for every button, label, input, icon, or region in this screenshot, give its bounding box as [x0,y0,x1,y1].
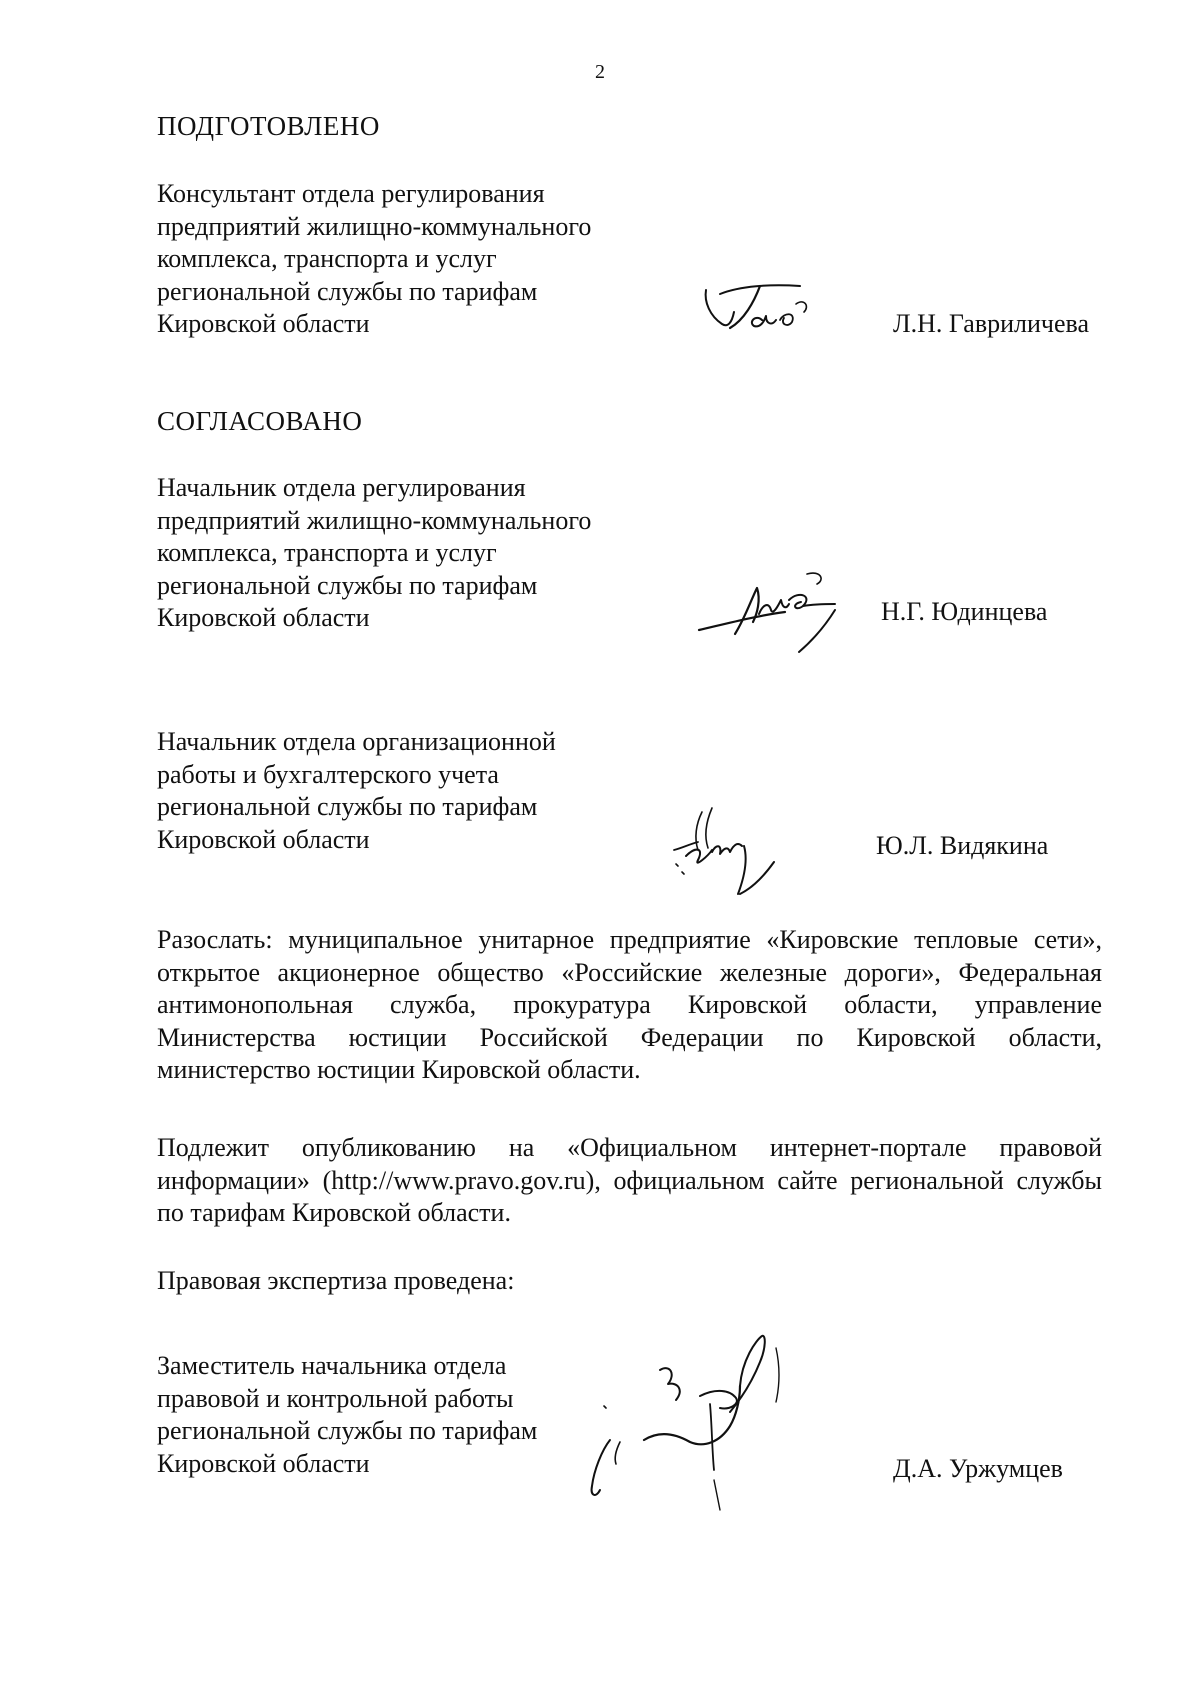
agreed-heading: СОГЛАСОВАНО [157,406,363,436]
signatory-name: Ю.Л. Видякина [876,831,1049,860]
position-line: предприятий жилищно-коммунального [157,211,592,241]
signature-yudintseva [695,570,855,660]
signature-gavrilicheva [700,282,820,352]
position-line: региональной службы по тарифам [157,276,538,306]
position-line: Кировской области [157,1448,370,1478]
position-line: Заместитель начальника отдела [157,1351,507,1380]
signature-urzhumtsev [580,1330,840,1525]
publication-paragraph: Подлежит опубликованию на «Официальном интернет-портале правовой информации» (http://www.pravo.gov.ru), официальном сайте региональной службы по тарифам Кировской области. [157,1133,1102,1227]
position-line: работы и бухгалтерского учета [157,759,499,789]
signatory-name: Д.А. Уржумцев [893,1454,1063,1483]
position-line: региональной службы по тарифам [157,1416,538,1445]
position-line: Начальник отдела организационной [157,727,556,756]
prepared-heading: ПОДГОТОВЛЕНО [157,111,380,141]
signatory-name: Н.Г. Юдинцева [881,597,1048,626]
position-line: Кировской области [157,824,370,854]
position-line: Кировской области [157,603,370,632]
position-line: региональной службы по тарифам [157,792,538,821]
agreed-position-2 [157,726,677,856]
position-line: правовой и контрольной работы [157,1383,514,1413]
agreed-position-1 [157,472,677,635]
prepared-position [157,178,677,341]
page-number: 2 [595,61,605,83]
position-line: Кировской области [157,309,370,338]
position-line: предприятий жилищно-коммунального [157,505,592,535]
position-line: региональной службы по тарифам [157,570,538,600]
position-line: Начальник отдела регулирования [157,473,526,502]
signatory-name: Л.Н. Гавриличева [893,309,1090,338]
signature-vidyakina [668,798,788,908]
position-line: Консультант отдела регулирования [157,179,545,208]
position-line: комплекса, транспорта и услуг [157,244,497,273]
position-line: комплекса, транспорта и услуг [157,538,497,567]
legal-review-label: Правовая экспертиза проведена: [157,1266,515,1295]
distribution-paragraph: Разослать: муниципальное унитарное предприятие «Кировские тепловые сети», открытое акционерное общество «Российские железные дороги», Федеральная антимонопольная служба, прокуратура Кировской области, управление Министерства юстиции Российской Федерации по Кировской области, министерство юстиции Кировской области. [157,925,1102,1084]
